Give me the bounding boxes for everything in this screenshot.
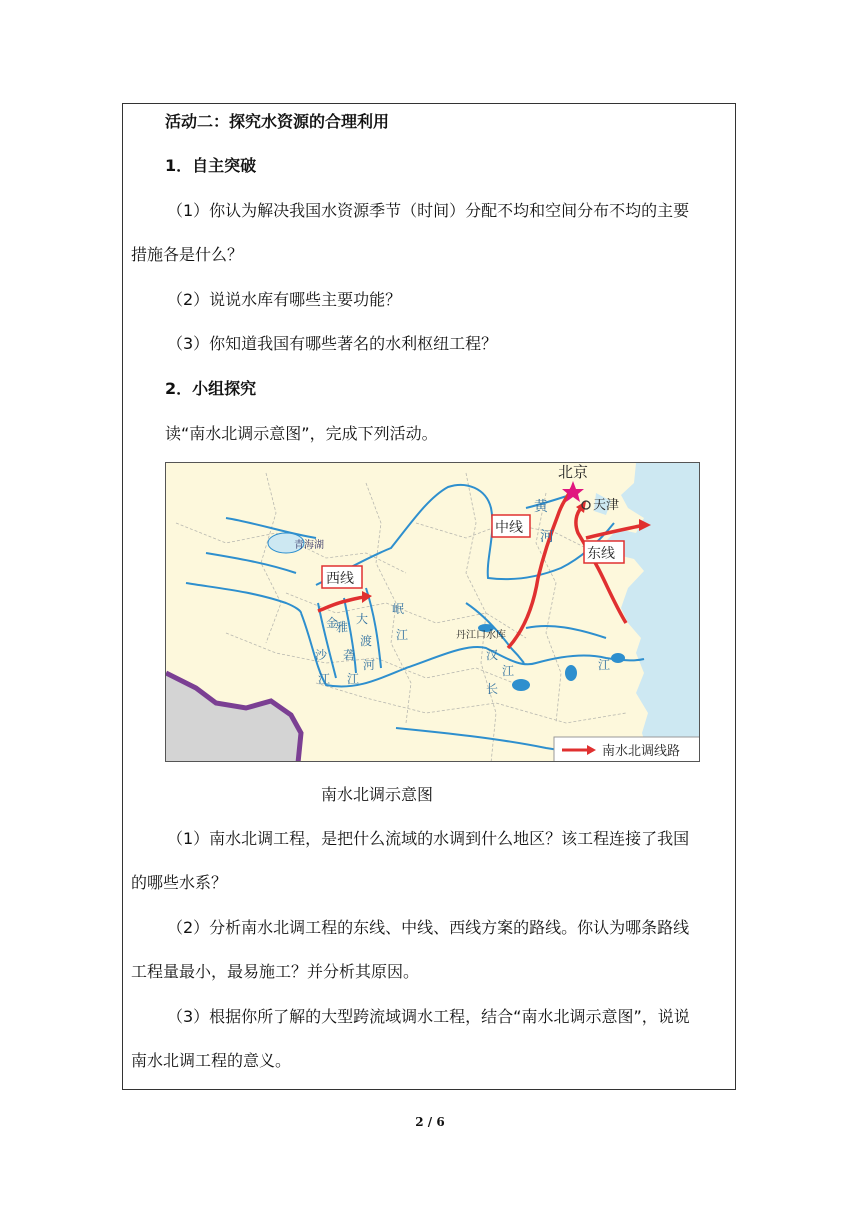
label-east-route: 东线 xyxy=(587,546,615,562)
s1-q3: （3）你知道我国有哪些著名的水利枢纽工程？ xyxy=(167,334,498,353)
label-min: 岷 xyxy=(392,602,405,616)
s1-q1-line2: 措施各是什么？ xyxy=(131,245,244,264)
label-long: 砻 xyxy=(343,648,356,662)
s2-q2-line1: （2）分析南水北调工程的东线、中线、西线方案的路线。你认为哪条路线 xyxy=(167,918,690,937)
label-da: 大 xyxy=(356,612,369,626)
label-ya-jiang: 江 xyxy=(347,672,360,686)
label-jin-1: 金 xyxy=(326,616,339,630)
label-he: 河 xyxy=(540,529,554,545)
label-ya: 雅 xyxy=(336,620,349,634)
south-north-water-diversion-map xyxy=(165,462,700,762)
legend-label: 南水北调线路 xyxy=(602,744,681,759)
s2-q3-line2: 南水北调工程的意义。 xyxy=(131,1051,292,1070)
s2-q3-line1: （3）根据你所了解的大型跨流域调水工程，结合“南水北调示意图”，说说 xyxy=(167,1007,690,1026)
label-beijing: 北京 xyxy=(558,463,589,481)
label-han: 汉 xyxy=(486,648,499,662)
label-huang: 黄 xyxy=(534,499,548,515)
section1-heading: 1．自主突破 xyxy=(165,156,257,175)
s2-intro: 读“南水北调示意图”，完成下列活动。 xyxy=(165,424,438,443)
label-dadu-he: 河 xyxy=(363,658,376,672)
map-caption: 南水北调示意图 xyxy=(321,785,434,804)
label-chang-jiang: 江 xyxy=(598,658,611,672)
label-middle-route: 中线 xyxy=(495,520,523,536)
s2-q1-line2: 的哪些水系？ xyxy=(131,873,228,892)
s2-q2-line2: 工程量最小，最易施工？并分析其原因。 xyxy=(131,962,420,981)
page-number: 2 / 6 xyxy=(415,1115,445,1129)
label-jin-2: 沙 xyxy=(315,648,328,662)
activity-title: 活动二：探究水资源的合理利用 xyxy=(165,112,390,131)
label-min-jiang: 江 xyxy=(396,628,409,642)
s2-q1-line1: （1）南水北调工程，是把什么流域的水调到什么地区？该工程连接了我国 xyxy=(167,829,690,848)
label-qinghai-lake: 青海湖 xyxy=(294,540,324,551)
label-du: 渡 xyxy=(360,634,373,648)
label-chang: 长 xyxy=(486,682,499,696)
section2-heading: 2．小组探究 xyxy=(165,379,257,398)
label-west-route: 西线 xyxy=(326,571,354,587)
label-tianjin: 天津 xyxy=(593,498,620,513)
label-han-jiang: 江 xyxy=(502,664,515,678)
s1-q2: （2）说说水库有哪些主要功能？ xyxy=(167,290,402,309)
label-jin-3: 江 xyxy=(318,672,331,686)
s1-q1-line1: （1）你认为解决我国水资源季节（时间）分配不均和空间分布不均的主要 xyxy=(167,201,690,220)
label-danjiangkou: 丹江口水库 xyxy=(456,630,506,641)
